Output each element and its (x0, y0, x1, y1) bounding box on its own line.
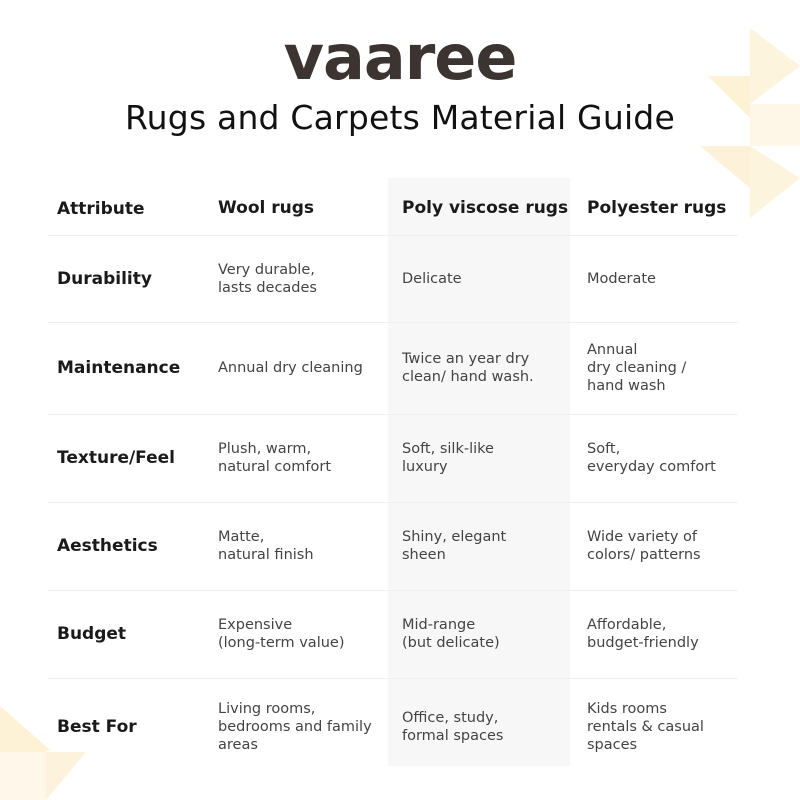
header-polyester-rugs: Polyester rugs (587, 198, 727, 218)
page-title: Rugs and Carpets Material Guide (125, 98, 675, 137)
header-poly-viscose-rugs: Poly viscose rugs (402, 198, 569, 218)
cell-wool-best-for: Living rooms, bedrooms and family areas (218, 701, 372, 753)
cell-wool-texture-feel: Plush, warm, natural comfort (218, 441, 332, 475)
cell-polyester-budget: Affordable, budget-friendly (587, 617, 699, 651)
row-label-texture-feel: Texture/Feel (57, 448, 175, 468)
cell-poly-viscose-texture-feel: Soft, silk-like luxury (402, 441, 494, 475)
cell-wool-aesthetics: Matte, natural finish (218, 529, 314, 563)
cell-poly-viscose-maintenance: Twice an year dry clean/ hand wash. (402, 351, 534, 385)
row-label-durability: Durability (57, 268, 152, 289)
brand-logo: vaaree (283, 21, 517, 94)
cell-polyester-durability: Moderate (587, 270, 656, 287)
cell-poly-viscose-durability: Delicate (402, 270, 462, 287)
cell-poly-viscose-budget: Mid-range (but delicate) (402, 617, 500, 651)
cell-polyester-best-for: Kids rooms rentals & casual spaces (587, 701, 704, 753)
cell-poly-viscose-best-for: Office, study, formal spaces (402, 710, 504, 744)
cell-polyester-aesthetics: Wide variety of colors/ patterns (587, 529, 701, 563)
cell-polyester-texture-feel: Soft, everyday comfort (587, 441, 716, 475)
cell-poly-viscose-aesthetics: Shiny, elegant sheen (402, 529, 507, 563)
material-guide-table (48, 178, 738, 766)
row-label-maintenance: Maintenance (57, 358, 181, 378)
cell-wool-maintenance: Annual dry cleaning (218, 360, 363, 376)
cell-wool-durability: Very durable, lasts decades (218, 261, 317, 296)
row-label-budget: Budget (57, 624, 127, 644)
header-wool-rugs: Wool rugs (218, 198, 315, 218)
cell-wool-budget: Expensive (long-term value) (218, 617, 345, 651)
header-attribute: Attribute (57, 199, 145, 219)
row-label-best-for: Best For (57, 717, 137, 737)
cell-polyester-maintenance: Annual dry cleaning / hand wash (587, 342, 687, 394)
row-label-aesthetics: Aesthetics (57, 536, 158, 556)
